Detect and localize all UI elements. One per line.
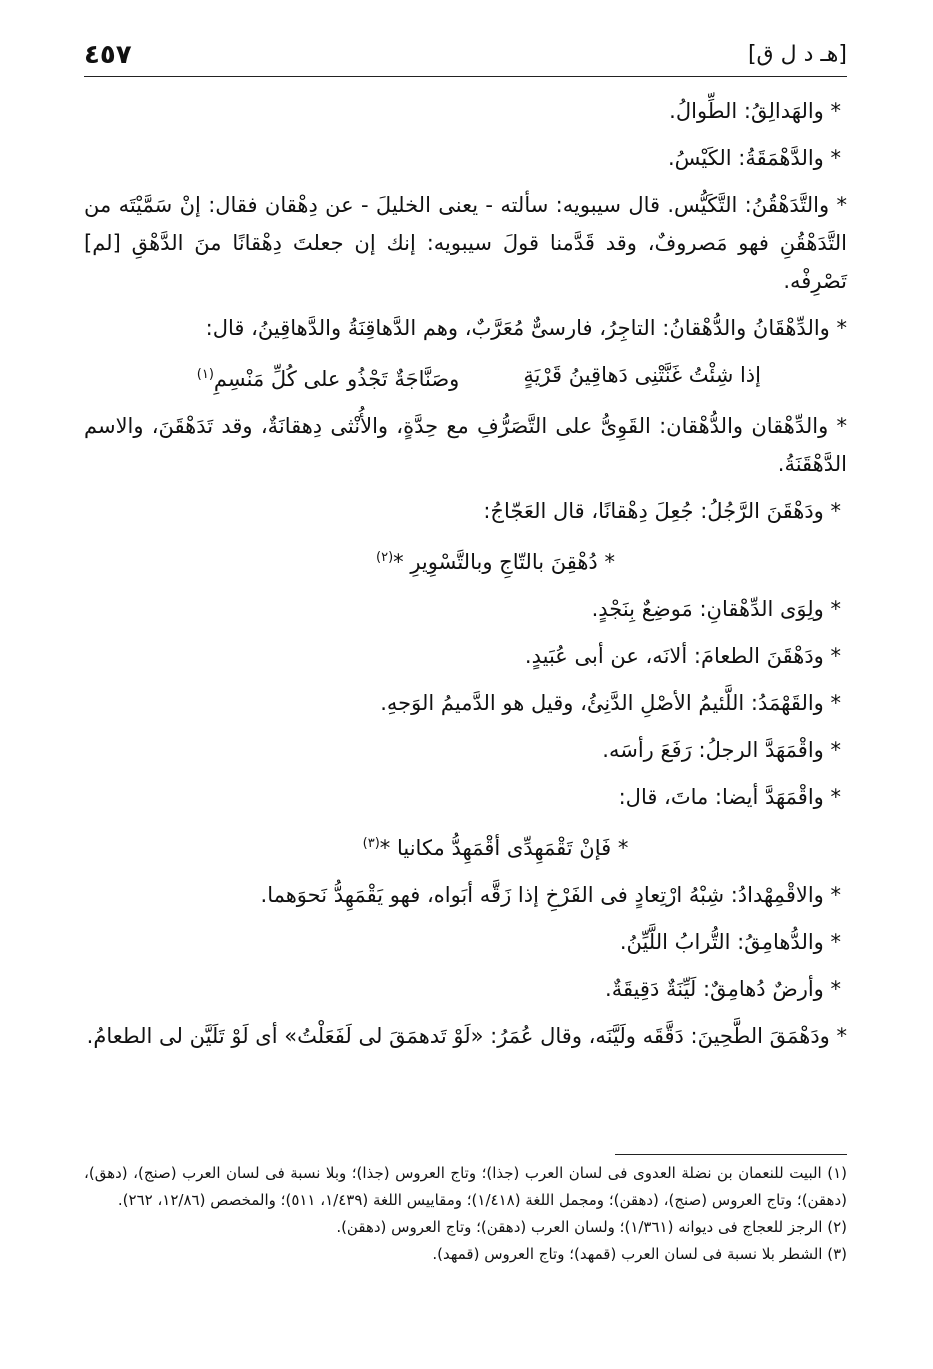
- entry-ard-duhamiq: * وأرضٌ دُهامِقٌ: لَيِّنَةٌ دَقِيقَةٌ.: [605, 977, 841, 1001]
- verse-line: [84, 356, 847, 398]
- footnote-3: (٣) الشطر بلا نسبة فى لسان العرب (قمهد)؛ وتاج العروس (قمهد).: [432, 1245, 847, 1263]
- entry-tadahqun: * والتَّدَهْقُنُ: التَّكَيُّس. قال سيبويه: سألته - يعنى الخليلَ - عن دِهْقان فقال: إنْ سَمَّيْتَه من التَّدَهْقُنِ فهو مَصروفٌ، وقد قَدَّمنا قولَ سيبويه: إنك إن جعلتَ دِهْقانًا منَ الدَّهْقِ [لم] تَصْرِفْه.: [84, 193, 847, 293]
- verse-first-hemistich: إذا شِئْتُ غَنَّتْنِى دَهاقِينُ قَرْيَةٍ: [523, 363, 761, 387]
- entry-iqmahadda-died: * واقْمَهَدَّ أيضا: ماتَ، قال:: [618, 785, 841, 809]
- rajaz-line: [84, 539, 847, 581]
- footnote-ref-1: (١): [196, 367, 214, 382]
- shatr-line: [84, 825, 847, 867]
- verse-second-text: وصَنَّاجَةٌ تَجْذُو على كُلِّ مَنْسِمِ: [213, 367, 460, 391]
- shatr-text: * فَإنْ تَقْمَهِدِّى أقْمَهِدُّ مكانيا *: [379, 836, 629, 860]
- entry-iqmihdad: * والاقْمِهْدادُ: شِبْهُ ارْتِعادٍ فى الفَرْخِ إذا زَقَّه أبَواه، فهو يَقْمَهِدُّ نَحوَهما.: [260, 883, 841, 907]
- entry-dahmaqa: * والدَّهْمَقَةُ: الكَيْسُ.: [667, 146, 841, 170]
- entry-qahmad: * والقَهْمَدُ: اللَّئيمُ الأصْلِ الدَّنِئُ، وقيل هو الدَّميمُ الوَجهِ.: [380, 691, 841, 715]
- entry-liwa-dihqan: * ولِوَى الدِّهْقانِ: مَوضِعٌ بِنَجْدٍ.: [591, 597, 841, 621]
- entry-dahqana-taam: * ودَهْقَنَ الطعامَ: ألانَه، عن أبى عُبَيدٍ.: [524, 644, 841, 668]
- footnote-ref-2: (٢): [376, 550, 394, 565]
- root-heading: [هـ د ل ق]: [747, 42, 847, 67]
- main-text: [84, 92, 847, 1064]
- footnote-2: (٢) الرجز للعجاج فى ديوانه (١/٣٦١)؛ ولسان العرب (دهقن)؛ وتاج العروس (دهقن).: [336, 1218, 847, 1236]
- entry-duhamiq: * والدُّهامِقُ: التُّرابُ اللَّيِّنُ.: [619, 930, 841, 954]
- page-number: ٤٥٧: [84, 40, 132, 70]
- verse-second-hemistich: [197, 356, 460, 398]
- rajaz-text: * دُهْقِنَ بالتّاجِ وبالتَّسْوِيرِ *: [393, 550, 615, 574]
- entry-iqmahadda: * واقْمَهَدَّ الرجلُ: رَفَعَ رأسَه.: [602, 738, 841, 762]
- entry-dihqan-strong: * والدِّهْقان والدُّهْقان: القَوِىُّ على التَّصَرُّفِ مع حِدَّةٍ، والأُنْثى دِهقانَةٌ، وقد تَدَهْقَنَ، والاسم الدَّهْقَنَةُ.: [84, 414, 847, 476]
- entry-dahmaqa-tahin: * ودَهْمَقَ الطَّحِينَ: دَقَّقَه ولَيَّنَه، وقال عُمَرُ: «لَوْ تَدهمَقَ لى لَفَعَلْتُ» أى لَوْ تَلَيَّن لى الطعامُ.: [86, 1024, 847, 1048]
- footnote-ref-3: (٣): [362, 836, 380, 851]
- footnotes: [84, 1160, 847, 1268]
- footnote-divider: [615, 1154, 847, 1155]
- entry-hadaliq: * والهَدالِقُ: الطِّوالُ.: [669, 99, 841, 123]
- footnote-1: (١) البيت للنعمان بن نضلة العدوى فى لسان العرب (جذا)؛ وتاج العروس (جذا)؛ وبلا نسبة فى لسان العرب (صنج)، (دهق)، (دهقن)؛ وتاج العروس (صنج)، (دهقن)؛ ومجمل اللغة (١/٤١٨)؛ ومقاييس اللغة (١/٤٣٩، ٥١١)؛ والمخصص (١٢/٨٦، ٢٦٢).: [84, 1164, 847, 1209]
- entry-duhqina: * ودَهْقَنَ الرَّجُلُ: جُعِلَ دِهْقانًا، قال العَجّاجُ:: [483, 499, 841, 523]
- entry-dihqan: * والدِّهْقَانُ والدُّهْقانُ: التاجِرُ، فارسىٌّ مُعَرَّبٌ، وهم الدَّهاقِنَةُ والدَّهاقِينُ، قال:: [205, 316, 847, 340]
- page-header: [84, 40, 847, 77]
